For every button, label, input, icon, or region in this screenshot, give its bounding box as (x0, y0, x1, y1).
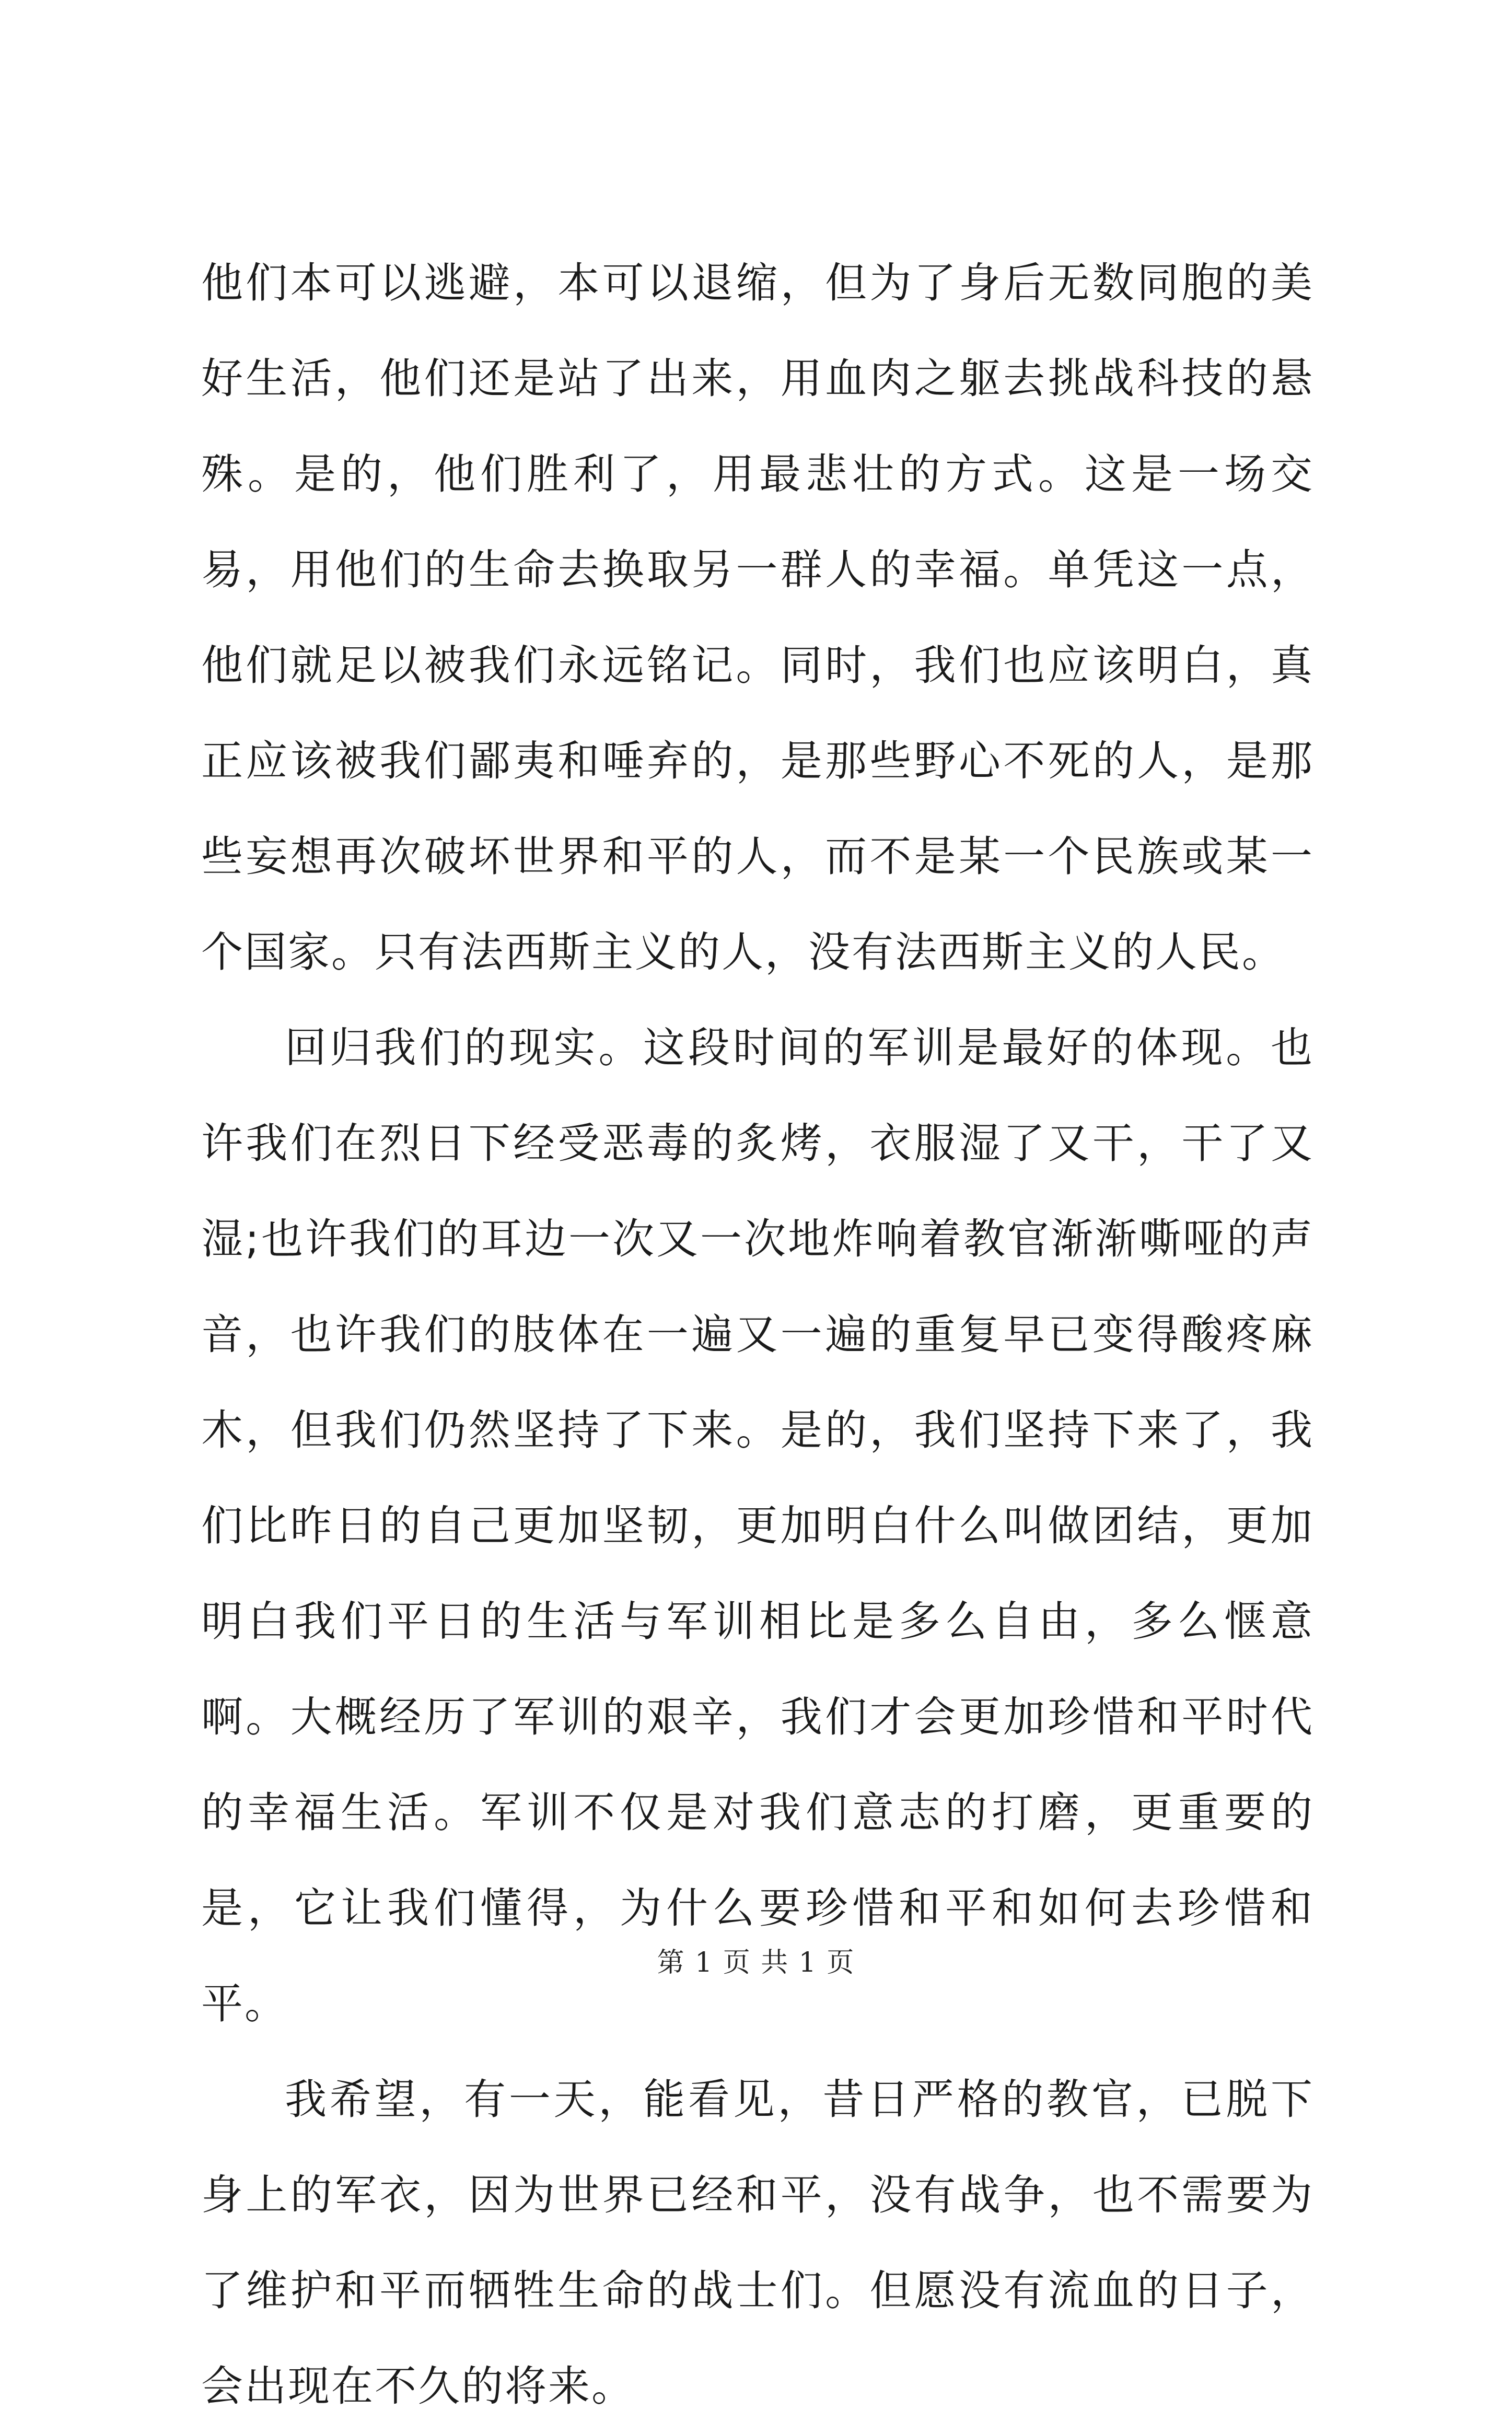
paragraph-2: 回归我们的现实。这段时间的军训是最好的体现。也许我们在烈日下经受恶毒的炙烤，衣服湿了又干，干了又湿;也许我们的耳边一次又一次地炸响着教官渐渐嘶哑的声音，也许我们的肢体在一遍又一遍的重复早已变得酸疼麻木，但我们仍然坚持了下来。是的，我们坚持下来了，我们比昨日的自己更加坚韧，更加明白什么叫做团结，更加明白我们平日的生活与军训相比是多么自由，多么惬意啊。大概经历了军训的艰辛，我们才会更加珍惜和平时代的幸福生活。军训不仅是对我们意志的打磨，更重要的是，它让我们懂得，为什么要珍惜和平和如何去珍惜和平。 (201, 1023, 1314, 2028)
paragraph-1: 他们本可以逃避，本可以退缩，但为了身后无数同胞的美好生活，他们还是站了出来，用血肉之躯去挑战科技的悬殊。是的，他们胜利了，用最悲壮的方式。这是一场交易，用他们的生命去换取另一群人的幸福。单凭这一点，他们就足以被我们永远铭记。同时，我们也应该明白，真正应该被我们鄙夷和唾弃的，是那些野心不死的人，是那些妄想再次破坏世界和平的人，而不是某一个民族或某一个国家。只有法西斯主义的人，没有法西斯主义的人民。 (201, 259, 1314, 976)
paragraph-3: 我希望，有一天，能看见，昔日严格的教官，已脱下身上的军衣，因为世界已经和平，没有战争，也不需要为了维护和平而牺牲生命的战士们。但愿没有流血的日子，会出现在不久的将来。 (201, 2075, 1314, 2410)
page-number-footer: 第 1 页 共 1 页 (657, 1947, 855, 1978)
document-body (201, 235, 1314, 2434)
